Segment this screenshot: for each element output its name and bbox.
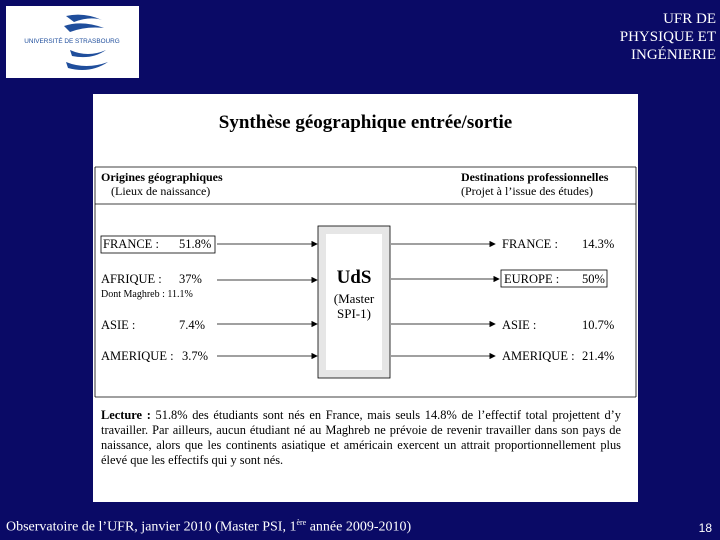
faculty-line-3: INGÉNIERIE (631, 47, 716, 63)
faculty-line-1: UFR DE (663, 11, 716, 27)
uds-subtitle (319, 291, 389, 321)
origin-amerique-value: 3.7% (182, 349, 209, 363)
destinations-subtitle: (Projet à l’issue des études) (461, 184, 593, 198)
strasbourg-logo-icon (6, 6, 139, 78)
university-logo (6, 6, 139, 78)
origin-france-value: 51.8% (179, 237, 212, 251)
dest-asie-value: 10.7% (582, 318, 615, 332)
origin-asie-label: ASIE : (101, 318, 136, 332)
origins-header (101, 170, 223, 198)
origins-subtitle: (Lieux de naissance) (111, 184, 211, 198)
lecture-label: Lecture : (101, 408, 151, 422)
destinations-title: Destinations professionnelles (461, 170, 609, 184)
origin-amerique-label: AMERIQUE : (101, 349, 174, 363)
dest-amerique-value: 21.4% (582, 349, 615, 363)
origin-afrique-label: AFRIQUE : (101, 272, 162, 286)
synthesis-panel (93, 94, 638, 502)
origin-afrique-value: 37% (179, 272, 202, 286)
origins-title: Origines géographiques (101, 170, 223, 184)
faculty-line-2: PHYSIQUE ET (619, 29, 716, 45)
maghreb-note: Dont Maghreb : 11.1% (101, 289, 193, 300)
origin-france-label: FRANCE : (103, 237, 159, 251)
footer-source-post: année 2009-2010) (306, 519, 412, 535)
page-number: 18 (698, 521, 712, 535)
origin-asie-value: 7.4% (179, 318, 206, 332)
diagram-title: Synthèse géographique entrée/sortie (218, 112, 513, 133)
dest-france-label: FRANCE : (502, 237, 558, 251)
footer-source-sup: ère (296, 518, 307, 527)
lecture-paragraph (101, 408, 621, 468)
dest-europe-label: EUROPE : (504, 272, 560, 286)
lecture-text: 51.8% des étudiants sont nés en France, mais seuls 14.8% de l’effectif total projettent d’y travailler. Par ailleurs, aucun étudiant né au Maghreb ne prévoie de revenir travailler dans son pays de naissance, alors que les continents asiatique et américain exercent un attrait proportionnellement plus élevé que les effectifs qui y sont nés. (101, 408, 621, 467)
dest-amerique-label: AMERIQUE : (502, 349, 575, 363)
dest-france-value: 14.3% (582, 237, 615, 251)
footer-source (6, 518, 411, 536)
uds-subtitle-line-1: (Master (333, 291, 375, 306)
faculty-header (556, 10, 716, 64)
footer-source-pre: Observatoire de l’UFR, janvier 2010 (Master PSI, 1 (6, 519, 297, 535)
dest-asie-label: ASIE : (502, 318, 537, 332)
uds-title: UdS (336, 267, 372, 288)
uds-subtitle-line-2: SPI-1) (337, 306, 371, 321)
logo-text: UNIVERSITÉ DE STRASBOURG (24, 38, 120, 45)
dest-europe-value: 50% (582, 272, 605, 286)
destinations-header (461, 170, 608, 198)
